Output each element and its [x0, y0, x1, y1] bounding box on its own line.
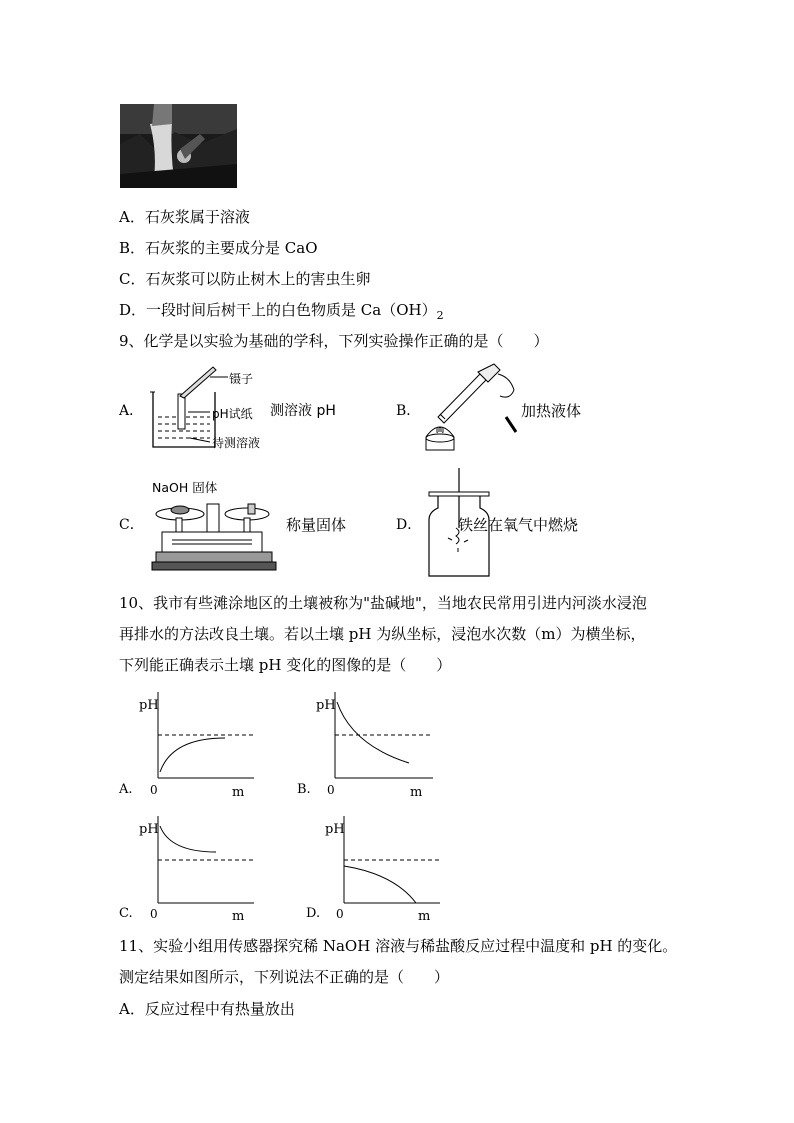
q8-option-d-subscript: 2 — [436, 309, 444, 322]
graph-c-ylabel: pH — [139, 822, 159, 837]
q11-stem-line2: 测定结果如图所示，下列说法不正确的是（ ） — [119, 968, 450, 986]
test-solution-label: 待测溶液 — [212, 436, 261, 450]
graph-c — [150, 814, 270, 909]
q9-c-caption: 称量固体 — [286, 516, 347, 534]
graph-d — [336, 814, 456, 909]
graph-c-xlabel: m — [232, 909, 245, 924]
q8-option-d — [119, 299, 444, 322]
q9-c-letter: C． — [119, 517, 144, 533]
graph-b-xlabel: m — [410, 785, 423, 800]
q10-stem-line3: 下列能正确表示土壤 pH 变化的图像的是（ ） — [119, 656, 452, 674]
q8-option-a: A．石灰浆属于溶液 — [119, 208, 250, 226]
tree-lime-photo — [120, 104, 237, 188]
graph-b-origin: 0 — [327, 783, 335, 797]
graph-b — [327, 690, 447, 785]
graph-b-ylabel: pH — [316, 698, 336, 713]
ph-paper-label: pH试纸 — [212, 407, 253, 421]
graph-a-xlabel: m — [232, 785, 245, 800]
balance-scale-diagram — [152, 494, 277, 572]
q9-a-letter: A． — [119, 403, 144, 419]
graph-a-origin: 0 — [150, 783, 158, 797]
q10-stem-line2: 再排水的方法改良土壤。若以土壤 pH 为纵坐标，浸泡水次数（m）为横坐标， — [119, 625, 646, 643]
q9-d-caption: 铁丝在氧气中燃烧 — [458, 516, 579, 534]
graph-b-option: B. — [297, 782, 311, 797]
q9-b-caption: 加热液体 — [521, 402, 582, 420]
tweezers-label: 镊子 — [229, 372, 254, 386]
q8-option-b: B．石灰浆的主要成分是 CaO — [119, 239, 318, 257]
q8-option-c: C．石灰浆可以防止树木上的害虫生卵 — [119, 270, 371, 288]
graph-d-ylabel: pH — [325, 822, 345, 837]
graph-c-option: C. — [119, 906, 133, 921]
graph-d-option: D. — [306, 906, 321, 921]
q10-stem-line1: 10、我市有些滩涂地区的土壤被称为"盐碱地"，当地农民常用引进内河淡水浸泡 — [119, 594, 647, 612]
graph-a-ylabel: pH — [139, 698, 159, 713]
q9-b-letter: B． — [396, 403, 421, 419]
q11-stem-line1: 11、实验小组用传感器探究稀 NaOH 溶液与稀盐酸反应过程中温度和 pH 的变化。 — [119, 937, 678, 955]
graph-a-option: A. — [119, 782, 133, 797]
q9-stem: 9、化学是以实验为基础的学科，下列实验操作正确的是（ ） — [119, 332, 549, 350]
q9-a-caption: 测溶液 pH — [270, 403, 336, 419]
q9-d-letter: D． — [396, 517, 422, 533]
graph-d-origin: 0 — [336, 907, 344, 921]
graph-a — [150, 690, 270, 785]
graph-c-origin: 0 — [150, 907, 158, 921]
q8-option-d-text: D．一段时间后树干上的白色物质是 Ca（OH） — [119, 301, 437, 319]
q11-option-a: A．反应过程中有热量放出 — [119, 1000, 295, 1018]
naoh-solid-label: NaOH 固体 — [152, 480, 218, 495]
graph-d-xlabel: m — [418, 909, 431, 924]
heating-tube-diagram — [418, 362, 528, 457]
